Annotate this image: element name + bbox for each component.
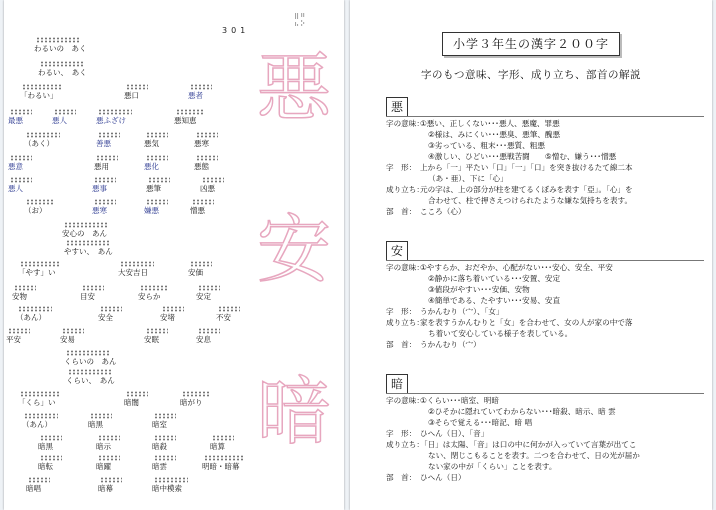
field-label: 部 首： bbox=[386, 340, 417, 349]
meaning-line bbox=[428, 140, 704, 151]
entry-kanji-heading: 暗 bbox=[386, 374, 408, 394]
radical-line-text: こころ（心） bbox=[420, 207, 466, 216]
big-kanji-aku: 悪 bbox=[257, 45, 331, 131]
braille-dots bbox=[98, 455, 120, 461]
braille-dots bbox=[176, 109, 204, 115]
braille-dots bbox=[154, 413, 176, 419]
braille-row bbox=[4, 68, 254, 80]
braille-dots bbox=[100, 306, 122, 312]
braille-row bbox=[4, 44, 254, 56]
big-kanji-an-dark: 暗 bbox=[257, 369, 331, 455]
braille-row bbox=[4, 91, 254, 103]
braille-dots bbox=[126, 84, 148, 90]
braille-dots bbox=[94, 177, 116, 183]
braille-ink-label: （あん） bbox=[22, 420, 52, 429]
braille-ink-label: 安らか bbox=[138, 292, 161, 301]
field-label: 成り立ち： bbox=[386, 318, 424, 327]
braille-dots bbox=[82, 285, 104, 291]
braille-row bbox=[4, 376, 254, 388]
braille-dots bbox=[190, 261, 212, 267]
braille-ink-label: 悪者 bbox=[188, 91, 203, 100]
braille-ink-label: わるいの あく bbox=[34, 44, 87, 53]
meaning-line-text: ②ひそかに隠れていてわからない･･･暗殺、暗示、暗 雲 bbox=[428, 407, 616, 416]
braille-ink-label: くらいの あん bbox=[64, 357, 117, 366]
braille-ink-label: 安眠 bbox=[144, 335, 159, 344]
field-label: 成り立ち： bbox=[386, 185, 424, 194]
braille-ink-label: 暗黒 bbox=[38, 442, 53, 451]
braille-ink-label: 「くら」い bbox=[18, 398, 56, 407]
braille-dots bbox=[98, 435, 120, 441]
braille-ink-label: 最悪 bbox=[8, 116, 23, 125]
braille-ink-label: 不安 bbox=[216, 313, 231, 322]
braille-ink-label: 安全 bbox=[98, 313, 113, 322]
braille-dots bbox=[148, 177, 170, 183]
entry-divider bbox=[386, 393, 704, 394]
meaning-line bbox=[386, 118, 706, 129]
braille-dots bbox=[196, 155, 218, 161]
origin-line-text: ない家の中が「くらい」ことを表す。 bbox=[428, 462, 557, 471]
braille-ink-label: 安堵 bbox=[160, 313, 175, 322]
braille-row bbox=[4, 442, 254, 454]
meaning-line bbox=[428, 295, 704, 306]
braille-page-number: 301 bbox=[222, 26, 250, 35]
radical-line bbox=[386, 472, 706, 483]
braille-dots bbox=[146, 155, 168, 161]
radical-line-text: ひへん（日） bbox=[420, 473, 466, 482]
braille-dots bbox=[24, 413, 58, 419]
braille-dots bbox=[22, 84, 62, 90]
braille-ink-label: 暗雲 bbox=[152, 462, 167, 471]
braille-ink-label: 悪筆 bbox=[146, 184, 161, 193]
braille-ink-label: 明暗・暗幕 bbox=[202, 462, 240, 471]
field-label: 字 形： bbox=[386, 307, 417, 316]
braille-dots bbox=[146, 328, 168, 334]
braille-ink-label: 暗躍 bbox=[96, 462, 111, 471]
braille-dots bbox=[162, 306, 184, 312]
braille-ink-label: 悪知恵 bbox=[174, 116, 197, 125]
meaning-line-text: ②様は、みにくい･･･悪臭、悪筆、醜悪 bbox=[428, 130, 561, 139]
braille-row bbox=[4, 184, 254, 196]
braille-dots bbox=[204, 455, 244, 461]
braille-dots bbox=[192, 199, 214, 205]
braille-dots bbox=[28, 477, 50, 483]
braille-ink-label: わるい、 あく bbox=[38, 68, 87, 77]
braille-ink-label: 暗室 bbox=[152, 420, 167, 429]
kanji-guide-page bbox=[350, 0, 712, 510]
origin-line-text: 「日」は太陽、「音」は口の中に何かが入っていて言葉が出てこ bbox=[420, 440, 637, 449]
braille-dots bbox=[154, 477, 188, 483]
field-label: 字 形： bbox=[386, 429, 417, 438]
braille-dots bbox=[98, 109, 132, 115]
braille-ink-label: 暗幕 bbox=[98, 484, 113, 493]
meaning-line-text: ③値段がやすい･･･安価、安物 bbox=[428, 285, 530, 294]
braille-row bbox=[4, 462, 254, 474]
shape-line-text: （あ・亜）、下に「心」 bbox=[428, 174, 508, 183]
origin-line bbox=[428, 461, 704, 472]
braille-row bbox=[4, 116, 254, 128]
braille-dots bbox=[198, 328, 220, 334]
braille-ink-label: 安息 bbox=[196, 335, 211, 344]
braille-ink-label: 嫌悪 bbox=[144, 206, 159, 215]
braille-dots bbox=[54, 109, 76, 115]
field-label: 字の意味： bbox=[386, 119, 424, 128]
braille-ink-label: 悪事 bbox=[92, 184, 107, 193]
braille-dots bbox=[10, 155, 32, 161]
braille-dots bbox=[182, 391, 210, 397]
braille-ink-label: 暗黒 bbox=[88, 420, 103, 429]
braille-dots bbox=[14, 285, 36, 291]
braille-dots bbox=[40, 455, 62, 461]
meaning-line bbox=[386, 395, 706, 406]
braille-ink-label: 悪気 bbox=[144, 139, 159, 148]
braille-row bbox=[4, 313, 254, 325]
braille-row bbox=[4, 292, 254, 304]
field-label: 部 首： bbox=[386, 473, 417, 482]
meaning-line-text: ③そらで覚える･･･暗記、暗 唱 bbox=[428, 418, 533, 427]
corner-braille-dots: ⠿⠛ ⠦⠕ bbox=[294, 13, 307, 28]
braille-ink-label: （お） bbox=[24, 206, 47, 215]
braille-ink-label: （あん） bbox=[16, 313, 46, 322]
braille-ink-label: 「わるい」 bbox=[20, 91, 58, 100]
shape-line-text: うかんむり（宀）、「女」 bbox=[420, 307, 504, 316]
braille-ink-label: 憎悪 bbox=[190, 206, 205, 215]
braille-row bbox=[4, 268, 254, 280]
braille-dots bbox=[100, 477, 122, 483]
origin-line bbox=[386, 439, 706, 450]
braille-dots bbox=[146, 132, 168, 138]
origin-line bbox=[428, 195, 704, 206]
braille-dots bbox=[90, 413, 112, 419]
entry-divider bbox=[386, 260, 704, 261]
braille-dots bbox=[190, 84, 212, 90]
shape-line bbox=[386, 162, 706, 173]
braille-dots bbox=[10, 177, 32, 183]
braille-dots bbox=[212, 435, 234, 441]
braille-dots bbox=[20, 391, 60, 397]
meaning-line bbox=[428, 151, 704, 162]
braille-dots bbox=[140, 285, 168, 291]
braille-dots bbox=[66, 350, 110, 356]
braille-dots bbox=[26, 132, 60, 138]
origin-line-text: ない、閉じこもることを表す。二つを合わせて、日の光が届か bbox=[428, 451, 640, 460]
braille-ink-label: 悪寒 bbox=[92, 206, 107, 215]
field-label: 成り立ち： bbox=[386, 440, 424, 449]
field-label: 字の意味： bbox=[386, 263, 424, 272]
meaning-line-text: ③劣っている、粗末･･･悪質、粗悪 bbox=[428, 141, 545, 150]
braille-dots bbox=[64, 222, 108, 228]
braille-dots bbox=[36, 37, 80, 43]
braille-dots bbox=[120, 261, 154, 267]
origin-line-text: 合わせて、柱で押さえつけられたような嫌な気持ちを表す。 bbox=[428, 196, 633, 205]
braille-dots bbox=[8, 328, 30, 334]
braille-ink-label: 暗算 bbox=[210, 442, 225, 451]
braille-row bbox=[4, 420, 254, 432]
origin-line bbox=[386, 184, 706, 195]
braille-dots bbox=[154, 455, 176, 461]
braille-dots bbox=[68, 369, 112, 375]
meaning-line-text: ④簡単である、たやすい･･･安易、安直 bbox=[428, 296, 561, 305]
origin-line-text: ち着いて安心している様子を表している。 bbox=[428, 329, 573, 338]
origin-line bbox=[428, 328, 704, 339]
meaning-line-text: ①悪い、正しくない･･･悪人、悪魔、罪悪 bbox=[420, 119, 560, 128]
braille-ink-label: 悪人 bbox=[8, 184, 23, 193]
braille-ink-label: 悪人 bbox=[52, 116, 67, 125]
braille-dots bbox=[126, 391, 148, 397]
shape-line bbox=[428, 173, 704, 184]
braille-row bbox=[4, 206, 254, 218]
shape-line bbox=[386, 306, 706, 317]
braille-dots bbox=[218, 306, 240, 312]
braille-ink-label: 平安 bbox=[6, 335, 21, 344]
field-label: 字の意味： bbox=[386, 396, 424, 405]
braille-ink-label: 凶悪 bbox=[200, 184, 215, 193]
braille-dots bbox=[202, 177, 224, 183]
braille-row bbox=[4, 484, 254, 496]
origin-line-text: 家を表すうかんむりと「女」を合わせて、女の人が家の中で落 bbox=[420, 318, 633, 327]
braille-row bbox=[4, 357, 254, 369]
braille-ink-label: 安心の あん bbox=[62, 229, 107, 238]
braille-dots bbox=[154, 435, 176, 441]
meaning-line-text: ①やすらか、おだやか、心配がない･･･安心、安全、平安 bbox=[420, 263, 613, 272]
braille-ink-label: 暗中模索 bbox=[152, 484, 182, 493]
braille-row bbox=[4, 229, 254, 241]
braille-ink-label: 安定 bbox=[196, 292, 211, 301]
meaning-line-text: ①くらい･･･暗室、明暗 bbox=[420, 396, 499, 405]
braille-ink-label: （あく） bbox=[24, 139, 54, 148]
braille-ink-label: 悪寒 bbox=[194, 139, 209, 148]
braille-dots bbox=[62, 328, 84, 334]
meaning-line bbox=[428, 406, 704, 417]
braille-ink-label: 善悪 bbox=[96, 139, 111, 148]
braille-row bbox=[4, 162, 254, 174]
braille-dots bbox=[20, 261, 60, 267]
braille-ink-label: 悪用 bbox=[94, 162, 109, 171]
braille-ink-label: 暗闇 bbox=[124, 398, 139, 407]
shape-line-text: 上から「一」平たい「口」「一」「口」を突き抜けるたて線二本 bbox=[420, 163, 633, 172]
braille-ink-label: 「やす」い bbox=[18, 268, 56, 277]
braille-dots bbox=[66, 240, 110, 246]
braille-ink-label: 暗転 bbox=[38, 462, 53, 471]
braille-ink-label: 安物 bbox=[12, 292, 27, 301]
braille-dots bbox=[26, 199, 54, 205]
braille-dots bbox=[146, 199, 168, 205]
braille-ink-label: 暗唱 bbox=[26, 484, 41, 493]
meaning-line bbox=[428, 273, 704, 284]
shape-line bbox=[386, 428, 706, 439]
meaning-line bbox=[386, 262, 706, 273]
braille-ink-label: 悪化 bbox=[144, 162, 159, 171]
origin-line bbox=[386, 317, 706, 328]
braille-ink-label: 暗殺 bbox=[152, 442, 167, 451]
meaning-line bbox=[428, 284, 704, 295]
braille-dots bbox=[94, 199, 116, 205]
entry-kanji-heading: 安 bbox=[386, 241, 408, 261]
braille-ink-label: 安易 bbox=[60, 335, 75, 344]
braille-row bbox=[4, 335, 254, 347]
braille-ink-label: 悪ふざけ bbox=[96, 116, 126, 125]
braille-ink-label: 悪意 bbox=[8, 162, 23, 171]
braille-ink-label: 安価 bbox=[188, 268, 203, 277]
braille-dots bbox=[198, 285, 220, 291]
braille-dots bbox=[18, 306, 52, 312]
guide-subtitle: 字のもつ意味、字形、成り立ち、部首の解説 bbox=[421, 69, 641, 81]
braille-row bbox=[4, 139, 254, 151]
braille-dots bbox=[10, 109, 32, 115]
radical-line bbox=[386, 339, 706, 350]
braille-dots bbox=[96, 155, 118, 161]
shape-line-text: ひへん（日）、「音」 bbox=[420, 429, 489, 438]
braille-dots bbox=[196, 132, 218, 138]
meaning-line-text: ④激しい、ひどい･･･悪戦苦闘 ⑤憎む、嫌う･･･憎悪 bbox=[428, 152, 617, 161]
braille-ink-label: 暗示 bbox=[96, 442, 111, 451]
braille-row bbox=[4, 398, 254, 410]
guide-title: 小学３年生の漢字２００字 bbox=[442, 32, 620, 56]
braille-dots bbox=[40, 435, 62, 441]
entry-kanji-heading: 悪 bbox=[386, 97, 408, 117]
meaning-line bbox=[428, 417, 704, 428]
braille-dots bbox=[40, 61, 84, 67]
big-kanji-an: 安 bbox=[257, 207, 331, 293]
radical-line bbox=[386, 206, 706, 217]
braille-ink-label: 目安 bbox=[80, 292, 95, 301]
braille-ink-label: やすい、 あん bbox=[64, 247, 113, 256]
braille-row bbox=[4, 247, 254, 259]
radical-line-text: うかんむり（宀） bbox=[420, 340, 481, 349]
field-label: 字 形： bbox=[386, 163, 417, 172]
origin-line-text: 元の字は、上の部分が柱を建てるくぼみを表す「亞」。「心」を bbox=[420, 185, 633, 194]
meaning-line bbox=[428, 129, 704, 140]
braille-ink-label: 悪口 bbox=[124, 91, 139, 100]
field-label: 部 首： bbox=[386, 207, 417, 216]
origin-line bbox=[428, 450, 704, 461]
meaning-line-text: ②静かに落ち着いている･･･安置、安定 bbox=[428, 274, 561, 283]
braille-ink-label: 大安吉日 bbox=[118, 268, 148, 277]
braille-page bbox=[4, 0, 344, 510]
braille-ink-label: 悪態 bbox=[194, 162, 209, 171]
entry-divider bbox=[386, 116, 704, 117]
braille-dots bbox=[98, 132, 120, 138]
braille-ink-label: くらい、 あん bbox=[66, 376, 115, 385]
braille-ink-label: 暗がり bbox=[180, 398, 203, 407]
